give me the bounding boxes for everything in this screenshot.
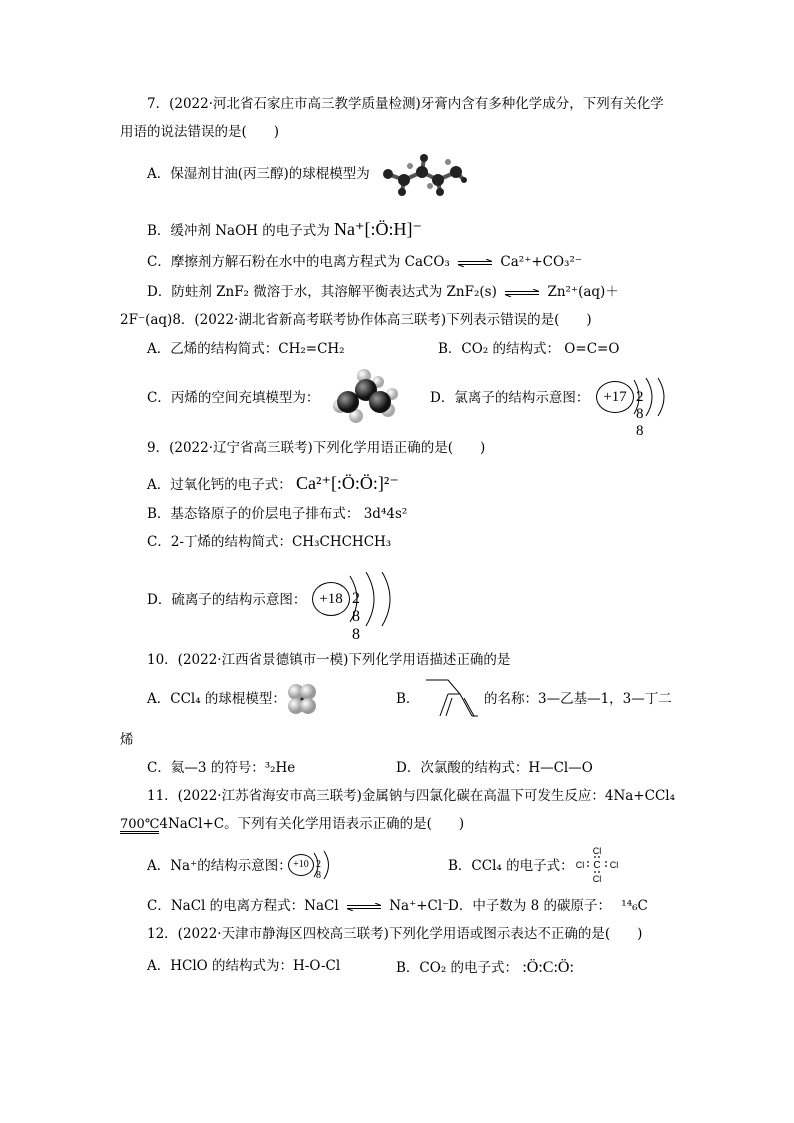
q11-option-c-products: Na⁺+Cl⁻ bbox=[389, 898, 450, 914]
q7-option-d-continued: 2F⁻(aq) bbox=[120, 312, 173, 328]
svg-text:Cl: Cl bbox=[575, 860, 585, 870]
q7-option-d bbox=[147, 286, 619, 300]
skeletal-formula-icon bbox=[420, 676, 482, 720]
q12-option-b-text: B．CO₂ 的电子式： bbox=[396, 960, 519, 976]
q10-stem: 10．(2022·江西省景德镇市一模)下列化学用语描述正确的是 bbox=[147, 652, 511, 668]
svg-text:Cl: Cl bbox=[592, 846, 602, 856]
electron-shell-counts: 2 8 8 bbox=[636, 389, 644, 439]
q8-option-d-text: D．氯离子的结构示意图： bbox=[430, 390, 590, 406]
q9-option-b: B．基态铬原子的价层电子排布式： 3d⁴4s² bbox=[147, 506, 408, 522]
q7-option-c-products: Ca²⁺+CO₃²⁻ bbox=[500, 254, 582, 270]
q10-option-b bbox=[396, 693, 419, 707]
carbon-14-symbol: ¹⁴₆C bbox=[621, 898, 648, 914]
co2-electron-formula: :Ö:C:Ö: bbox=[522, 959, 574, 976]
q10-option-d: D．次氯酸的结构式：H—Cl—O bbox=[396, 760, 593, 776]
q7-option-d-products: Zn²⁺(aq)＋ bbox=[547, 284, 619, 300]
q9-option-d: D．硫离子的结构示意图： bbox=[147, 592, 307, 608]
svg-text:C: C bbox=[593, 860, 601, 871]
q8-option-a: A．乙烯的结构简式：CH₂=CH₂ bbox=[147, 341, 345, 357]
q10-option-a: A．CCl₄ 的球棍模型： bbox=[147, 691, 286, 707]
equilibrium-arrow-icon bbox=[457, 259, 493, 267]
equilibrium-arrow-icon bbox=[346, 903, 382, 911]
q7-stem-line2: 用语的说法错误的是( ) bbox=[120, 124, 280, 140]
electron-shell-counts: 2 8 8 bbox=[352, 590, 360, 643]
q11-stem: 11．(2022·江苏省海安市高三联考)金属钠与四氯化碳在高温下可发生反应：4Na+CCl₄ bbox=[147, 788, 676, 804]
nucleus-charge: +10 bbox=[288, 854, 314, 876]
q8-stem-line bbox=[120, 314, 592, 328]
q8-option-c: C．丙烯的空间充填模型为： bbox=[147, 390, 320, 406]
q7-option-b-text: B．缓冲剂 NaOH 的电子式为 bbox=[147, 223, 330, 239]
equilibrium-arrow-icon bbox=[504, 289, 540, 297]
q7-option-a bbox=[147, 168, 370, 182]
reaction-condition: 700℃ bbox=[120, 817, 160, 832]
q10-option-c: C．氦—3 的符号：³₂He bbox=[147, 760, 296, 776]
q8-option-d bbox=[430, 392, 589, 406]
q11-option-c-text: C．NaCl 的电离方程式：NaCl bbox=[147, 898, 339, 914]
q11-stem-text: 4NaCl+C。下列有关化学用语表示正确的是( ) bbox=[159, 816, 465, 832]
ccl4-electron-formula-icon bbox=[574, 845, 620, 885]
q10-option-b-continued: 烯 bbox=[120, 732, 134, 748]
q10-option-b-text: B． bbox=[396, 691, 420, 707]
glycerol-ball-stick-model-icon bbox=[378, 150, 470, 198]
q12-stem: 12．(2022·天津市静海区四校高三联考)下列化学用语或图示表达不正确的是( ) bbox=[147, 926, 643, 942]
q7-option-a-text: A．保湿剂甘油(丙三醇)的球棍模型为 bbox=[147, 166, 370, 182]
q11-option-c bbox=[147, 900, 449, 914]
q11-option-d-text: D．中子数为 8 的碳原子： bbox=[448, 898, 611, 914]
q11-option-b-text: B．CCl₄ 的电子式： bbox=[448, 858, 574, 874]
svg-text:Cl: Cl bbox=[592, 874, 602, 884]
svg-text:Cl: Cl bbox=[609, 860, 619, 870]
q11-stem-line2 bbox=[120, 818, 464, 834]
q12-option-a: A．HClO 的结构式为：H-O-Cl bbox=[147, 958, 341, 974]
q7-stem-line1: 7．(2022·河北省石家庄市高三教学质量检测)牙膏内含有多种化学成分，下列有关化学 bbox=[147, 96, 664, 112]
q7-option-b bbox=[147, 220, 422, 239]
q9-option-a-text: A．过氧化钙的电子式： bbox=[147, 477, 292, 493]
nucleus-charge: +17 bbox=[596, 381, 634, 413]
q8-option-b: B．CO₂ 的结构式： O=C=O bbox=[438, 341, 620, 357]
propene-space-filling-model-icon bbox=[326, 366, 402, 426]
q11-option-d bbox=[448, 900, 648, 914]
q9-option-a bbox=[147, 474, 399, 493]
electron-shell-arcs-icon bbox=[310, 850, 336, 880]
q7-option-c-text: C．摩擦剂方解石粉在水中的电离方程式为 CaCO₃ bbox=[147, 254, 450, 270]
electron-shell-counts: 2 8 bbox=[316, 859, 321, 881]
nucleus-charge: +18 bbox=[312, 582, 350, 616]
q10-option-b-name: 的名称：3—乙基—1，3—丁二 bbox=[484, 691, 672, 707]
q7-option-c bbox=[147, 256, 582, 270]
q11-option-a: A．Na⁺的结构示意图： bbox=[147, 858, 292, 874]
q11-option-b bbox=[448, 860, 574, 874]
calcium-peroxide-electron-formula: Ca²⁺[:Ö:Ö:]²⁻ bbox=[296, 473, 399, 493]
q9-option-c: C．2-丁烯的结构简式：CH₃CHCHCH₃ bbox=[147, 534, 392, 550]
q9-stem: 9．(2022·辽宁省高三联考)下列化学用语正确的是( ) bbox=[147, 440, 486, 456]
q12-option-b bbox=[396, 960, 574, 976]
naoh-electron-formula: Na⁺[:Ö:H]⁻ bbox=[334, 219, 422, 239]
q7-option-d-text: D．防蛀剂 ZnF₂ 微溶于水，其溶解平衡表达式为 ZnF₂(s) bbox=[147, 284, 497, 300]
q8-stem: 8．(2022·湖北省新高考联考协作体高三联考)下列表示错误的是( ) bbox=[172, 312, 592, 328]
ccl4-ball-stick-model-icon bbox=[284, 681, 320, 717]
